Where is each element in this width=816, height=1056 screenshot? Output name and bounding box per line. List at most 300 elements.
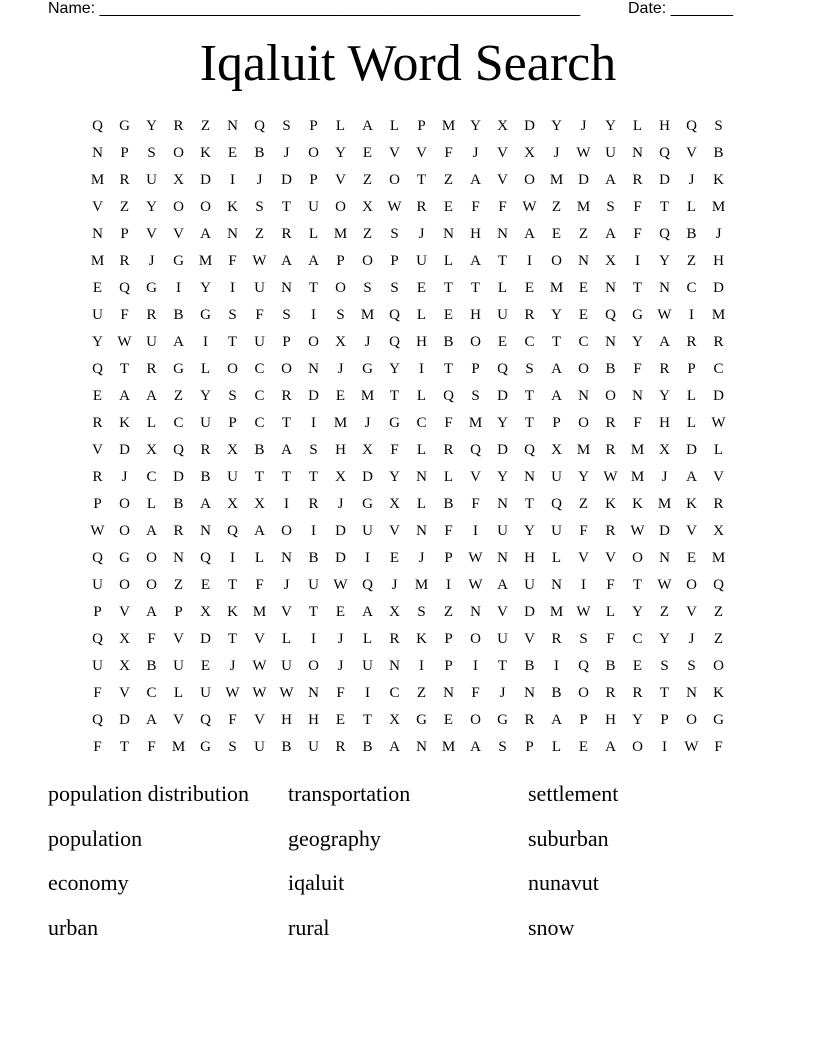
grid-letter[interactable]: J xyxy=(391,577,398,593)
grid-letter[interactable]: X xyxy=(119,631,130,647)
grid-letter[interactable]: S xyxy=(417,604,426,620)
grid-letter[interactable]: A xyxy=(389,739,400,755)
grid-letter[interactable]: Y xyxy=(632,604,643,620)
grid-letter[interactable]: F xyxy=(444,523,453,539)
grid-letter[interactable]: M xyxy=(549,172,564,188)
grid-letter[interactable]: X xyxy=(389,496,400,512)
grid-letter[interactable]: P xyxy=(687,361,696,377)
grid-letter[interactable]: Z xyxy=(443,604,454,620)
grid-letter[interactable]: K xyxy=(227,199,238,215)
grid-letter[interactable]: L xyxy=(173,685,184,701)
grid-letter[interactable]: D xyxy=(659,172,670,188)
grid-letter[interactable]: T xyxy=(659,199,670,215)
grid-letter[interactable]: F xyxy=(255,307,264,323)
grid-letter[interactable]: P xyxy=(228,415,237,431)
grid-letter[interactable]: P xyxy=(525,739,534,755)
grid-letter[interactable]: U xyxy=(146,334,157,350)
grid-letter[interactable]: W xyxy=(225,685,240,701)
grid-letter[interactable]: L xyxy=(416,388,427,404)
grid-letter[interactable]: Q xyxy=(92,361,103,377)
grid-letter[interactable]: Q xyxy=(713,577,724,593)
grid-letter[interactable]: Y xyxy=(497,469,508,485)
grid-letter[interactable]: A xyxy=(146,523,157,539)
grid-letter[interactable]: T xyxy=(254,469,265,485)
grid-letter[interactable]: O xyxy=(632,739,643,755)
grid-letter[interactable]: W xyxy=(603,469,618,485)
grid-letter[interactable]: J xyxy=(229,658,236,674)
grid-letter[interactable]: L xyxy=(443,469,454,485)
grid-letter[interactable]: A xyxy=(524,226,535,242)
grid-letter[interactable]: C xyxy=(173,415,184,431)
grid-letter[interactable]: F xyxy=(633,361,642,377)
grid-letter[interactable]: D xyxy=(497,388,508,404)
grid-letter[interactable]: M xyxy=(90,172,105,188)
grid-letter[interactable]: S xyxy=(390,280,399,296)
grid-letter[interactable]: S xyxy=(606,199,615,215)
grid-letter[interactable]: G xyxy=(389,415,400,431)
grid-letter[interactable]: F xyxy=(498,199,507,215)
grid-letter[interactable]: F xyxy=(633,199,642,215)
grid-letter[interactable]: I xyxy=(689,307,694,323)
grid-letter[interactable]: U xyxy=(281,658,292,674)
grid-letter[interactable]: I xyxy=(203,334,208,350)
grid-letter[interactable]: L xyxy=(713,442,724,458)
grid-letter[interactable]: T xyxy=(524,496,535,512)
grid-letter[interactable]: B xyxy=(146,658,157,674)
grid-letter[interactable]: P xyxy=(174,604,183,620)
grid-letter[interactable]: S xyxy=(147,145,156,161)
grid-letter[interactable]: A xyxy=(551,712,562,728)
grid-letter[interactable]: F xyxy=(228,253,237,269)
grid-letter[interactable]: A xyxy=(605,739,616,755)
grid-letter[interactable]: Y xyxy=(335,145,346,161)
grid-letter[interactable]: P xyxy=(552,415,561,431)
grid-letter[interactable]: D xyxy=(119,442,130,458)
grid-letter[interactable]: O xyxy=(470,712,481,728)
grid-letter[interactable]: S xyxy=(579,631,588,647)
grid-letter[interactable]: F xyxy=(93,739,102,755)
grid-letter[interactable]: G xyxy=(173,253,184,269)
grid-letter[interactable]: E xyxy=(200,577,211,593)
grid-letter[interactable]: X xyxy=(389,712,400,728)
grid-letter[interactable]: Y xyxy=(659,388,670,404)
grid-letter[interactable]: O xyxy=(713,658,724,674)
grid-letter[interactable]: M xyxy=(171,739,186,755)
grid-letter[interactable]: V xyxy=(686,523,697,539)
grid-letter[interactable]: R xyxy=(524,712,535,728)
grid-letter[interactable]: V xyxy=(146,226,157,242)
grid-letter[interactable]: R xyxy=(713,334,724,350)
grid-letter[interactable]: M xyxy=(360,388,375,404)
grid-letter[interactable]: U xyxy=(524,577,535,593)
grid-letter[interactable]: S xyxy=(390,226,399,242)
grid-letter[interactable]: T xyxy=(281,469,292,485)
grid-letter[interactable]: V xyxy=(497,172,508,188)
grid-letter[interactable]: G xyxy=(173,361,184,377)
grid-letter[interactable]: U xyxy=(227,469,238,485)
grid-letter[interactable]: M xyxy=(711,550,726,566)
grid-letter[interactable]: M xyxy=(711,307,726,323)
grid-letter[interactable]: W xyxy=(252,253,267,269)
grid-letter[interactable]: V xyxy=(281,604,292,620)
grid-letter[interactable]: U xyxy=(362,658,373,674)
grid-letter[interactable]: J xyxy=(364,334,371,350)
grid-letter[interactable]: Q xyxy=(254,118,265,134)
grid-letter[interactable]: Y xyxy=(200,280,211,296)
grid-letter[interactable]: J xyxy=(364,415,371,431)
grid-letter[interactable]: Z xyxy=(578,496,589,512)
grid-letter[interactable]: X xyxy=(200,604,211,620)
grid-letter[interactable]: O xyxy=(686,577,697,593)
grid-letter[interactable]: N xyxy=(524,685,535,701)
grid-letter[interactable]: N xyxy=(281,550,292,566)
grid-letter[interactable]: A xyxy=(200,226,211,242)
grid-letter[interactable]: Z xyxy=(659,604,670,620)
grid-letter[interactable]: V xyxy=(497,145,508,161)
grid-letter[interactable]: A xyxy=(308,253,319,269)
grid-letter[interactable]: M xyxy=(441,739,456,755)
grid-letter[interactable]: Z xyxy=(713,604,724,620)
grid-letter[interactable]: S xyxy=(228,388,237,404)
grid-letter[interactable]: Q xyxy=(443,388,454,404)
grid-letter[interactable]: W xyxy=(387,199,402,215)
grid-letter[interactable]: S xyxy=(255,199,264,215)
grid-letter[interactable]: E xyxy=(335,712,346,728)
grid-letter[interactable]: O xyxy=(335,199,346,215)
grid-letter[interactable]: G xyxy=(119,118,130,134)
grid-letter[interactable]: U xyxy=(92,658,103,674)
grid-letter[interactable]: Q xyxy=(92,118,103,134)
grid-letter[interactable]: M xyxy=(630,442,645,458)
grid-letter[interactable]: X xyxy=(335,469,346,485)
grid-letter[interactable]: O xyxy=(146,550,157,566)
grid-letter[interactable]: N xyxy=(632,388,643,404)
grid-letter[interactable]: A xyxy=(497,577,508,593)
grid-letter[interactable]: L xyxy=(335,118,346,134)
grid-letter[interactable]: X xyxy=(659,442,670,458)
grid-letter[interactable]: T xyxy=(632,577,643,593)
grid-letter[interactable]: R xyxy=(146,361,157,377)
grid-letter[interactable]: J xyxy=(553,145,560,161)
grid-letter[interactable]: E xyxy=(578,739,589,755)
grid-letter[interactable]: J xyxy=(256,172,263,188)
grid-letter[interactable]: P xyxy=(282,334,291,350)
grid-letter[interactable]: Q xyxy=(497,361,508,377)
grid-letter[interactable]: R xyxy=(443,442,454,458)
grid-letter[interactable]: P xyxy=(120,145,129,161)
grid-letter[interactable]: X xyxy=(389,604,400,620)
grid-letter[interactable]: A xyxy=(146,388,157,404)
grid-letter[interactable]: E xyxy=(578,280,589,296)
grid-letter[interactable]: O xyxy=(605,388,616,404)
grid-letter[interactable]: F xyxy=(444,415,453,431)
grid-letter[interactable]: X xyxy=(524,145,535,161)
grid-letter[interactable]: P xyxy=(309,172,318,188)
grid-letter[interactable]: O xyxy=(389,172,400,188)
grid-letter[interactable]: I xyxy=(635,253,640,269)
grid-letter[interactable]: L xyxy=(497,280,508,296)
grid-letter[interactable]: T xyxy=(443,280,454,296)
grid-letter[interactable]: Y xyxy=(632,334,643,350)
grid-letter[interactable]: K xyxy=(713,172,724,188)
grid-letter[interactable]: I xyxy=(419,361,424,377)
grid-letter[interactable]: Y xyxy=(578,469,589,485)
grid-letter[interactable]: P xyxy=(444,631,453,647)
grid-letter[interactable]: T xyxy=(119,739,130,755)
grid-letter[interactable]: N xyxy=(605,280,616,296)
grid-letter[interactable]: K xyxy=(416,631,427,647)
grid-letter[interactable]: S xyxy=(282,307,291,323)
grid-letter[interactable]: P xyxy=(93,604,102,620)
grid-letter[interactable]: E xyxy=(686,550,697,566)
grid-letter[interactable]: E xyxy=(92,280,103,296)
grid-letter[interactable]: A xyxy=(362,118,373,134)
grid-letter[interactable]: C xyxy=(254,361,265,377)
grid-letter[interactable]: Q xyxy=(389,334,400,350)
grid-letter[interactable]: W xyxy=(576,145,591,161)
grid-letter[interactable]: K xyxy=(227,604,238,620)
grid-letter[interactable]: T xyxy=(227,631,238,647)
grid-letter[interactable]: D xyxy=(524,604,535,620)
grid-letter[interactable]: L xyxy=(362,631,373,647)
grid-letter[interactable]: T xyxy=(227,577,238,593)
grid-letter[interactable]: Z xyxy=(362,172,373,188)
grid-letter[interactable]: M xyxy=(198,253,213,269)
grid-letter[interactable]: J xyxy=(148,253,155,269)
grid-letter[interactable]: O xyxy=(578,415,589,431)
grid-letter[interactable]: Y xyxy=(389,361,400,377)
grid-letter[interactable]: A xyxy=(686,469,697,485)
grid-letter[interactable]: L xyxy=(146,415,157,431)
grid-letter[interactable]: F xyxy=(471,685,480,701)
grid-letter[interactable]: U xyxy=(362,523,373,539)
grid-letter[interactable]: Q xyxy=(92,712,103,728)
grid-letter[interactable]: T xyxy=(362,712,373,728)
grid-letter[interactable]: N xyxy=(686,685,697,701)
grid-letter[interactable]: P xyxy=(417,118,426,134)
grid-letter[interactable]: A xyxy=(551,361,562,377)
grid-letter[interactable]: M xyxy=(468,415,483,431)
grid-letter[interactable]: N xyxy=(659,550,670,566)
grid-letter[interactable]: G xyxy=(632,307,643,323)
grid-letter[interactable]: X xyxy=(362,199,373,215)
grid-letter[interactable]: M xyxy=(333,415,348,431)
grid-letter[interactable]: H xyxy=(308,712,319,728)
grid-letter[interactable]: U xyxy=(497,523,508,539)
grid-letter[interactable]: M xyxy=(549,280,564,296)
grid-letter[interactable]: M xyxy=(360,307,375,323)
grid-letter[interactable]: A xyxy=(119,388,130,404)
grid-letter[interactable]: L xyxy=(686,388,697,404)
grid-letter[interactable]: E xyxy=(362,145,373,161)
grid-letter[interactable]: P xyxy=(93,496,102,512)
grid-letter[interactable]: S xyxy=(714,118,723,134)
grid-letter[interactable]: L xyxy=(686,199,697,215)
grid-letter[interactable]: G xyxy=(362,496,373,512)
grid-letter[interactable]: O xyxy=(119,523,130,539)
grid-letter[interactable]: R xyxy=(389,631,400,647)
grid-letter[interactable]: R xyxy=(281,226,292,242)
grid-letter[interactable]: V xyxy=(389,523,400,539)
grid-letter[interactable]: B xyxy=(551,685,562,701)
grid-letter[interactable]: O xyxy=(578,361,589,377)
grid-letter[interactable]: E xyxy=(551,226,562,242)
grid-letter[interactable]: N xyxy=(497,550,508,566)
grid-letter[interactable]: A xyxy=(605,172,616,188)
grid-letter[interactable]: W xyxy=(657,577,672,593)
grid-letter[interactable]: I xyxy=(446,577,451,593)
grid-letter[interactable]: X xyxy=(362,442,373,458)
grid-letter[interactable]: O xyxy=(470,334,481,350)
grid-letter[interactable]: Q xyxy=(524,442,535,458)
grid-letter[interactable]: R xyxy=(92,469,103,485)
grid-letter[interactable]: V xyxy=(578,550,589,566)
grid-letter[interactable]: J xyxy=(283,577,290,593)
grid-letter[interactable]: R xyxy=(605,442,616,458)
grid-letter[interactable]: B xyxy=(605,361,616,377)
grid-letter[interactable]: G xyxy=(200,307,211,323)
grid-letter[interactable]: I xyxy=(419,658,424,674)
grid-letter[interactable]: B xyxy=(173,307,184,323)
grid-letter[interactable]: Q xyxy=(92,631,103,647)
grid-letter[interactable]: D xyxy=(497,442,508,458)
grid-letter[interactable]: T xyxy=(443,361,454,377)
grid-letter[interactable]: B xyxy=(713,145,724,161)
grid-letter[interactable]: J xyxy=(688,631,695,647)
grid-letter[interactable]: L xyxy=(281,631,292,647)
grid-letter[interactable]: I xyxy=(554,658,559,674)
grid-letter[interactable]: O xyxy=(686,712,697,728)
grid-letter[interactable]: U xyxy=(497,631,508,647)
grid-letter[interactable]: T xyxy=(308,469,319,485)
grid-letter[interactable]: O xyxy=(335,280,346,296)
grid-letter[interactable]: O xyxy=(227,361,238,377)
grid-letter[interactable]: I xyxy=(527,253,532,269)
grid-letter[interactable]: Y xyxy=(470,118,481,134)
grid-letter[interactable]: E xyxy=(416,280,427,296)
grid-letter[interactable]: W xyxy=(657,307,672,323)
grid-letter[interactable]: B xyxy=(362,739,373,755)
grid-letter[interactable]: C xyxy=(524,334,535,350)
grid-letter[interactable]: W xyxy=(468,550,483,566)
grid-letter[interactable]: Q xyxy=(551,496,562,512)
grid-letter[interactable]: A xyxy=(254,523,265,539)
grid-letter[interactable]: J xyxy=(283,145,290,161)
grid-letter[interactable]: F xyxy=(147,739,156,755)
grid-letter[interactable]: S xyxy=(228,739,237,755)
grid-letter[interactable]: D xyxy=(200,631,211,647)
grid-letter[interactable]: T xyxy=(227,334,238,350)
grid-letter[interactable]: P xyxy=(444,658,453,674)
grid-letter[interactable]: O xyxy=(281,523,292,539)
grid-letter[interactable]: I xyxy=(473,658,478,674)
grid-letter[interactable]: R xyxy=(119,253,130,269)
grid-letter[interactable]: K xyxy=(200,145,211,161)
grid-letter[interactable]: N xyxy=(92,145,103,161)
grid-letter[interactable]: M xyxy=(441,118,456,134)
grid-letter[interactable]: O xyxy=(119,577,130,593)
grid-letter[interactable]: U xyxy=(92,577,103,593)
grid-letter[interactable]: A xyxy=(659,334,670,350)
grid-letter[interactable]: T xyxy=(119,361,130,377)
grid-letter[interactable]: N xyxy=(578,253,589,269)
grid-letter[interactable]: R xyxy=(686,334,697,350)
grid-letter[interactable]: X xyxy=(146,442,157,458)
grid-letter[interactable]: M xyxy=(576,442,591,458)
grid-letter[interactable]: N xyxy=(308,361,319,377)
grid-letter[interactable]: T xyxy=(551,334,562,350)
grid-letter[interactable]: L xyxy=(605,604,616,620)
grid-letter[interactable]: L xyxy=(416,307,427,323)
grid-letter[interactable]: W xyxy=(468,577,483,593)
grid-letter[interactable]: R xyxy=(605,685,616,701)
grid-letter[interactable]: C xyxy=(713,361,724,377)
grid-letter[interactable]: N xyxy=(416,469,427,485)
grid-letter[interactable]: G xyxy=(119,550,130,566)
grid-letter[interactable]: V xyxy=(497,604,508,620)
grid-letter[interactable]: Y xyxy=(632,712,643,728)
grid-letter[interactable]: G xyxy=(200,739,211,755)
grid-letter[interactable]: J xyxy=(418,550,425,566)
grid-letter[interactable]: V xyxy=(173,631,184,647)
grid-letter[interactable]: C xyxy=(578,334,589,350)
grid-letter[interactable]: H xyxy=(659,415,670,431)
grid-letter[interactable]: S xyxy=(336,307,345,323)
grid-letter[interactable]: E xyxy=(497,334,508,350)
grid-letter[interactable]: U xyxy=(146,172,157,188)
grid-letter[interactable]: M xyxy=(414,577,429,593)
grid-letter[interactable]: C xyxy=(254,388,265,404)
grid-letter[interactable]: U xyxy=(605,145,616,161)
grid-letter[interactable]: N xyxy=(497,496,508,512)
grid-letter[interactable]: F xyxy=(633,226,642,242)
grid-letter[interactable]: N xyxy=(416,523,427,539)
grid-letter[interactable]: L xyxy=(551,550,562,566)
grid-letter[interactable]: E xyxy=(200,658,211,674)
grid-letter[interactable]: Y xyxy=(146,199,157,215)
grid-letter[interactable]: Q xyxy=(659,226,670,242)
grid-letter[interactable]: F xyxy=(444,145,453,161)
grid-letter[interactable]: P xyxy=(336,253,345,269)
grid-letter[interactable]: X xyxy=(497,118,508,134)
grid-letter[interactable]: U xyxy=(200,415,211,431)
grid-letter[interactable]: Z xyxy=(416,685,427,701)
grid-letter[interactable]: Q xyxy=(605,307,616,323)
grid-letter[interactable]: X xyxy=(605,253,616,269)
grid-letter[interactable]: N xyxy=(632,145,643,161)
grid-letter[interactable]: L xyxy=(686,415,697,431)
grid-letter[interactable]: E xyxy=(389,550,400,566)
grid-letter[interactable]: D xyxy=(578,172,589,188)
grid-letter[interactable]: F xyxy=(93,685,102,701)
grid-letter[interactable]: F xyxy=(336,685,345,701)
grid-letter[interactable]: R xyxy=(308,496,319,512)
grid-letter[interactable]: U xyxy=(497,307,508,323)
grid-letter[interactable]: O xyxy=(308,145,319,161)
grid-letter[interactable]: O xyxy=(308,334,319,350)
grid-letter[interactable]: Z xyxy=(443,172,454,188)
grid-letter[interactable]: G xyxy=(497,712,508,728)
grid-letter[interactable]: X xyxy=(119,658,130,674)
grid-letter[interactable]: R xyxy=(632,172,643,188)
grid-letter[interactable]: H xyxy=(524,550,535,566)
grid-letter[interactable]: E xyxy=(227,145,238,161)
grid-letter[interactable]: Y xyxy=(497,415,508,431)
grid-letter[interactable]: R xyxy=(605,523,616,539)
grid-letter[interactable]: U xyxy=(173,658,184,674)
grid-letter[interactable]: Y xyxy=(389,469,400,485)
grid-letter[interactable]: W xyxy=(279,685,294,701)
